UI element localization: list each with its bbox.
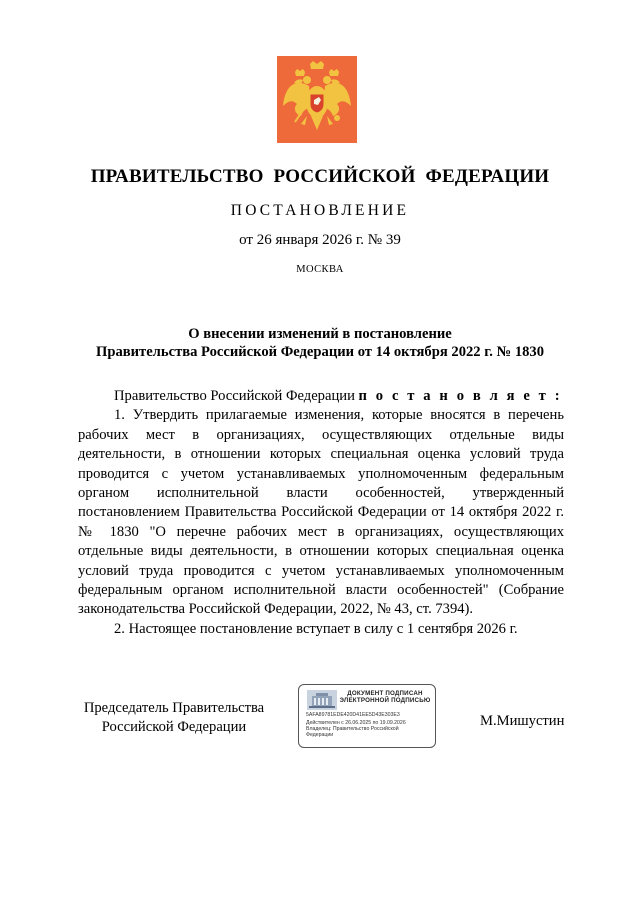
subject-line-1: О внесении изменений в постановление [188,326,452,342]
government-title: ПРАВИТЕЛЬСТВО РОССИЙСКОЙ ФЕДЕРАЦИИ [90,166,550,187]
stamp-validity: Действителен с 26.06.2025 по 19.09.2026 [306,720,406,726]
stamp-heading [339,690,431,705]
intro-text: Правительство Российской Федерации [114,388,359,404]
stamp-owner-line-1: Владелец: Правительство Российской [306,726,399,732]
document-subject [60,325,580,361]
stamp-certificate: 5AFA89781EDE420D41EE5D43E303E3 [306,712,400,718]
document-date-number: от 26 января 2026 г. № 39 [239,232,401,248]
electronic-signature-stamp [298,684,436,748]
signatory-title [74,699,274,736]
intro-paragraph [78,387,564,406]
document-body [78,387,564,639]
signatory-title-line-1: Председатель Правительства [83,700,265,716]
document-city: МОСКВА [296,264,344,275]
item-2-paragraph: 2. Настоящее постановление вступает в силу с 1 сентября 2026 г. [114,620,518,637]
stamp-heading-line-2: ЭЛЕКТРОННОЙ ПОДПИСЬЮ [339,697,431,705]
coat-of-arms-emblem [277,56,357,143]
stamp-owner-line-2: Федерации [306,732,334,738]
item-1-paragraph: 1. Утвердить прилагаемые изменения, которые вносятся в перечень рабочих мест в организациях, осуществляющих отдельные виды деятельности, в отношении которых специальная оценка условий труда проводится с учетом устанавливаемых уполномоченным федеральным органом исполнительной власти особенностей, утвержденный постановлением Правительства Российской Федерации от 14 октября 2022 г. № 1830 "О перечне рабочих мест в организациях, осуществляющих отдельные виды деятельности, в отношении которых специальная оценка условий труда проводится с учетом устанавливаемых уполномоченным федеральным органом исполнительной власти особенностей" (Собрание законодательства Российской Федерации, 2022, № 43, ст. 7394). [78,407,564,618]
signatory-title-line-2: Российской Федерации [101,718,247,735]
subject-line-2: Правительства Российской Федерации от 14 октября 2022 г. № 1830 [95,344,545,360]
government-building-icon [307,690,337,710]
signatory-name: М.Мишустин [480,713,565,729]
document-type: ПОСТАНОВЛЕНИЕ [230,202,410,219]
stamp-heading-line-1: ДОКУМЕНТ ПОДПИСАН [347,690,423,697]
intro-verb: п о с т а н о в л я е т : [358,388,563,404]
